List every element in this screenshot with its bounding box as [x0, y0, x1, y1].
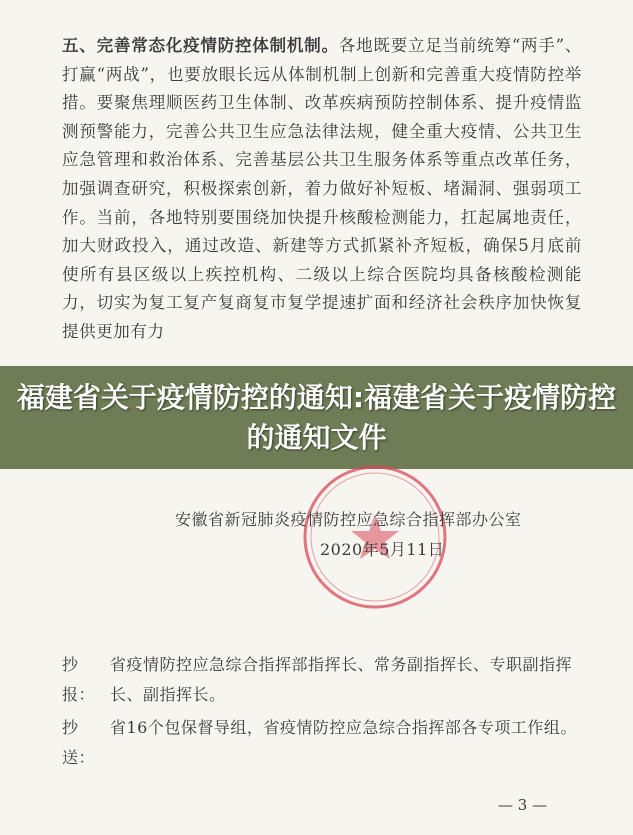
signature-date: 2020年5月11日 — [320, 540, 445, 559]
body-paragraph — [62, 32, 582, 347]
cc-send-label: 抄送： — [62, 718, 96, 767]
cc-report-label: 抄报： — [62, 655, 96, 704]
paragraph-text: 各地既要立足当前统筹“两手”、打赢“两战”，也要放眼长远从体制机制上创新和完善重大疫情防控举措。要聚焦理顺医药卫生体制、改革疾病预防控制体系、提升疫情监测预警能力，完善公共卫生应急法律法规，健全重大疫情、公共卫生应急管理和救治体系、完善基层公共卫生服务体系等重点改革任务，加强调查研究，积极探索创新，着力做好补短板、堵漏洞、强弱项工作。当前，各地特别要围绕加快提升核酸检测能力，扛起属地责任，加大财政投入，通过改造、新建等方式抓紧补齐短板，确保5月底前使所有县区级以上疾控机构、二级以上综合医院均具备核酸检测能力，切实为复工复产复商复市复学提速扩面和经济社会秩序加快恢复提供更加有力 — [62, 36, 582, 341]
page-number: — 3 — — [498, 796, 548, 814]
signature-organization: 安徽省新冠肺炎疫情防控应急综合指挥部办公室 — [175, 510, 522, 529]
banner-title: 福建省关于疫情防控的通知:福建省关于疫情防控的通知文件 — [16, 380, 617, 454]
cc-report-text: 省疫情防控应急综合指挥部指挥长、常务副指挥长、专职副指挥长、副指挥长。 — [110, 655, 573, 704]
cc-send-text: 省16个包保督导组，省疫情防控应急综合指挥部各专项工作组。 — [110, 718, 577, 737]
section-heading: 五、完善常态化疫情防控体制机制。 — [62, 36, 339, 55]
title-banner — [0, 366, 633, 469]
